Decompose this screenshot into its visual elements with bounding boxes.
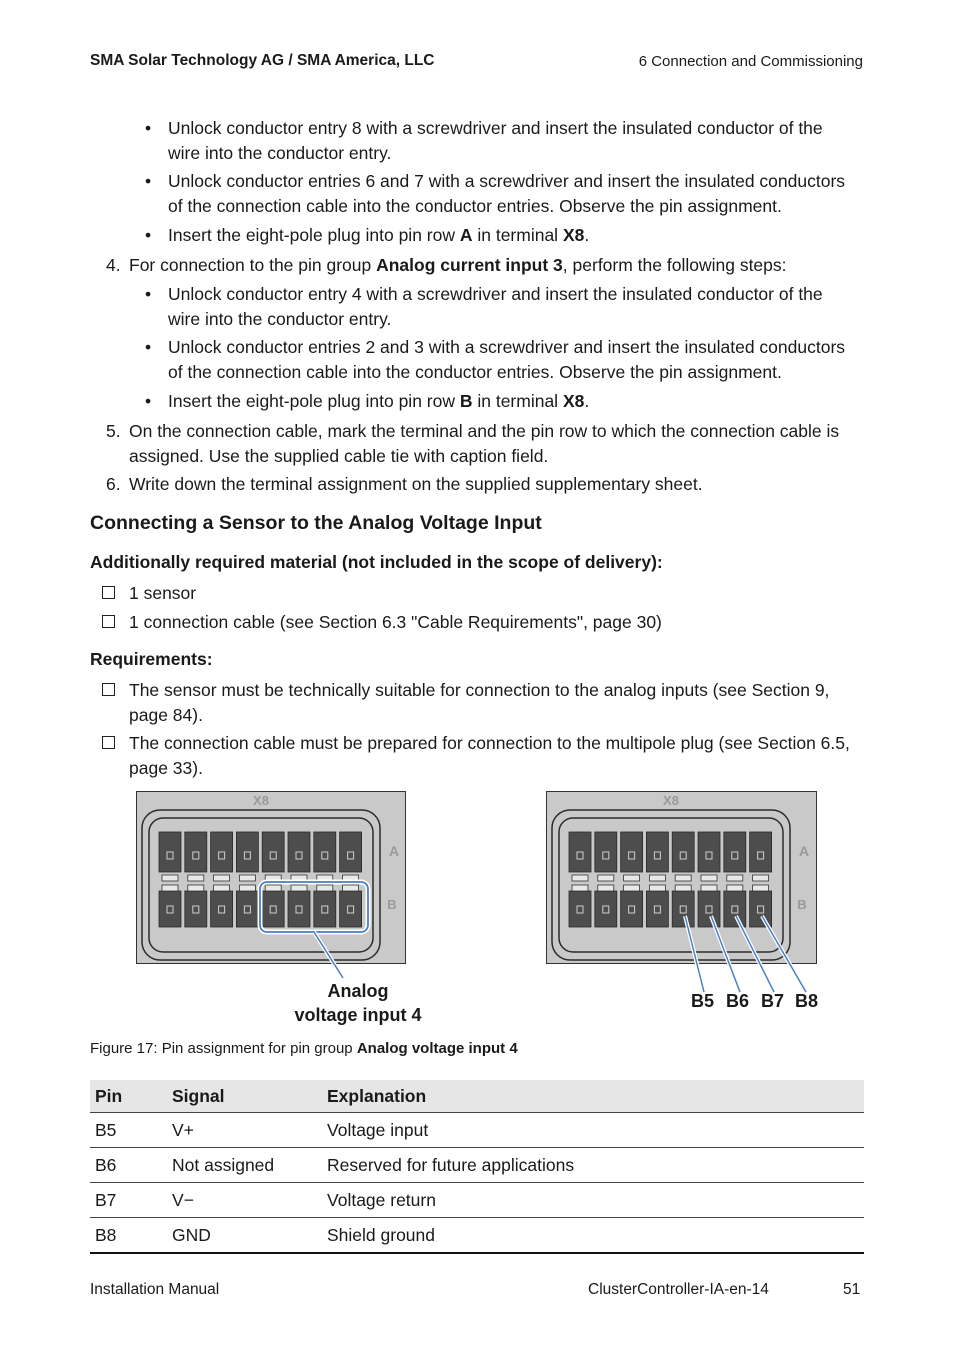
footer-manual: Installation Manual bbox=[90, 1281, 220, 1298]
figure-label-line: Analog bbox=[327, 981, 389, 1001]
pin-notch bbox=[188, 885, 204, 891]
material-item: 1 sensor bbox=[129, 583, 197, 603]
pin-notch bbox=[649, 885, 665, 891]
header-chapter: 6 Connection and Commissioning bbox=[638, 53, 863, 70]
pin-label-b6: B6 bbox=[726, 991, 750, 1011]
pin-notch bbox=[701, 885, 717, 891]
step-text: For connection to the pin group bbox=[129, 255, 377, 275]
table-header-row bbox=[90, 1080, 864, 1113]
bullet-glyph: • bbox=[145, 391, 152, 411]
pin-label-b7: B7 bbox=[761, 991, 785, 1011]
terminal-diagram-left bbox=[136, 791, 406, 964]
bullet-text: Insert the eight-pole plug into pin row bbox=[168, 391, 460, 411]
figure-label-line: voltage input 4 bbox=[294, 1005, 422, 1025]
row-label-b: B bbox=[797, 897, 807, 912]
pin-notch bbox=[624, 875, 640, 881]
bullet-glyph: • bbox=[145, 337, 152, 357]
pin-notch bbox=[649, 875, 665, 881]
pin-notch bbox=[317, 885, 333, 891]
step-4 bbox=[129, 253, 864, 278]
material-heading: Additionally required material (not included in the scope of delivery): bbox=[90, 552, 663, 572]
bullet-line: Unlock conductor entries 2 and 3 with a screwdriver and insert the insulated conductors bbox=[168, 337, 846, 357]
caption-bold: Analog voltage input 4 bbox=[356, 1040, 518, 1057]
pin-notch bbox=[214, 885, 230, 891]
table-row bbox=[90, 1218, 864, 1254]
row-label-a: A bbox=[798, 843, 810, 859]
checkbox-icon bbox=[102, 683, 115, 696]
table-cell: B7 bbox=[90, 1183, 167, 1218]
pin-row-b bbox=[236, 891, 258, 927]
pin-row-b bbox=[288, 891, 310, 927]
table-row bbox=[90, 1113, 864, 1148]
pin-row-b bbox=[698, 891, 720, 927]
pin-notch bbox=[343, 885, 359, 891]
requirement-line: page 33). bbox=[129, 758, 203, 778]
caption-text: Figure 17: Pin assignment for pin group bbox=[90, 1040, 357, 1057]
checkbox-icon bbox=[102, 615, 115, 628]
footer-doc-id: ClusterController-IA-en-14 bbox=[588, 1281, 769, 1298]
pin-row-b bbox=[672, 891, 694, 927]
table-cell: Voltage return bbox=[322, 1183, 864, 1218]
figure-caption bbox=[90, 1040, 518, 1057]
column-header: Signal bbox=[167, 1080, 322, 1113]
checkbox-icon bbox=[102, 586, 115, 599]
pin-notch bbox=[265, 885, 281, 891]
step-text: , perform the following steps: bbox=[562, 255, 787, 275]
requirement-line: The sensor must be technically suitable for connection to the analog inputs (see Section 9, bbox=[129, 680, 830, 700]
bullet-text: in terminal bbox=[472, 225, 563, 245]
step-line: On the connection cable, mark the terminal and the pin row to which the connection cable is bbox=[129, 421, 840, 441]
bullet-text: . bbox=[584, 391, 590, 411]
bullet-text: . bbox=[584, 225, 590, 245]
pin-row-b bbox=[262, 891, 284, 927]
pin-label-b5: B5 bbox=[691, 991, 715, 1011]
column-header: Pin bbox=[90, 1080, 167, 1113]
row-label-b: B bbox=[387, 897, 397, 912]
table-cell: B8 bbox=[90, 1218, 167, 1254]
pin-table bbox=[90, 1080, 864, 1254]
step-5 bbox=[129, 419, 864, 469]
pin-notch bbox=[675, 885, 691, 891]
pin-row-b bbox=[621, 891, 643, 927]
bullet-text: Insert the eight-pole plug into pin row bbox=[168, 225, 460, 245]
bullet-line: of the connection cable into the conductor entries. Observe the pin assignment. bbox=[168, 362, 782, 382]
bullet-glyph: • bbox=[145, 284, 152, 304]
page-number: 51 bbox=[843, 1281, 861, 1298]
terminal-diagram-right bbox=[546, 791, 817, 964]
pin-label-b8: B8 bbox=[795, 991, 819, 1011]
terminal-ref: X8 bbox=[562, 225, 585, 245]
pin-notch bbox=[598, 875, 614, 881]
bullet-line: of the connection cable into the conductor entries. Observe the pin assignment. bbox=[168, 196, 782, 216]
requirements-heading: Requirements: bbox=[90, 649, 213, 669]
pin-row-b bbox=[314, 891, 336, 927]
pin-notch bbox=[701, 875, 717, 881]
requirement-item bbox=[129, 731, 864, 781]
step-number: 4. bbox=[106, 255, 121, 275]
table-cell: B6 bbox=[90, 1148, 167, 1183]
pin-notch bbox=[162, 875, 178, 881]
pin-notch bbox=[675, 875, 691, 881]
table-cell: V+ bbox=[167, 1113, 322, 1148]
pin-notch bbox=[188, 875, 204, 881]
step-6: Write down the terminal assignment on the supplied supplementary sheet. bbox=[129, 474, 703, 494]
pin-notch bbox=[753, 885, 769, 891]
table-row bbox=[90, 1148, 864, 1183]
step-line: assigned. Use the supplied cable tie with caption field. bbox=[129, 446, 549, 466]
table-cell: Reserved for future applications bbox=[322, 1148, 864, 1183]
table-row bbox=[90, 1183, 864, 1218]
bullet-line: wire into the conductor entry. bbox=[168, 309, 392, 329]
requirement-line: page 84). bbox=[129, 705, 203, 725]
pin-row-ref: A bbox=[459, 225, 473, 245]
pin-notch bbox=[624, 885, 640, 891]
pin-notch bbox=[572, 885, 588, 891]
checkbox-icon bbox=[102, 736, 115, 749]
requirement-line: The connection cable must be prepared for connection to the multipole plug (see Section 6.5, bbox=[129, 733, 850, 753]
header-company: SMA Solar Technology AG / SMA America, LLC bbox=[90, 52, 435, 69]
step-number: 5. bbox=[106, 421, 121, 441]
pin-notch bbox=[162, 885, 178, 891]
figure-label-analog bbox=[256, 979, 460, 1027]
table-cell: GND bbox=[167, 1218, 322, 1254]
pin-notch bbox=[291, 885, 307, 891]
pin-notch bbox=[727, 885, 743, 891]
pin-row-b bbox=[159, 891, 181, 927]
pin-row-b bbox=[750, 891, 772, 927]
requirement-item bbox=[129, 678, 864, 728]
bullet-line: Unlock conductor entries 6 and 7 with a screwdriver and insert the insulated conductors bbox=[168, 171, 846, 191]
table-cell: Voltage input bbox=[322, 1113, 864, 1148]
pin-row-b bbox=[595, 891, 617, 927]
pin-group-ref: Analog current input 3 bbox=[376, 255, 563, 275]
pin-notch bbox=[572, 875, 588, 881]
terminal-label: X8 bbox=[253, 793, 269, 808]
terminal-label: X8 bbox=[663, 793, 679, 808]
pin-row-b bbox=[211, 891, 233, 927]
pin-notch bbox=[598, 885, 614, 891]
pin-row-b bbox=[185, 891, 207, 927]
bullet-glyph: • bbox=[145, 225, 152, 245]
pin-notch bbox=[727, 875, 743, 881]
row-label-a: A bbox=[388, 843, 400, 859]
bullet-line: wire into the conductor entry. bbox=[168, 143, 392, 163]
pin-notch bbox=[239, 875, 255, 881]
pin-row-ref: B bbox=[459, 391, 473, 411]
column-header: Explanation bbox=[322, 1080, 864, 1113]
bullet-line: Unlock conductor entry 8 with a screwdriver and insert the insulated conductor of the bbox=[168, 118, 823, 138]
table-cell: Not assigned bbox=[167, 1148, 322, 1183]
table-cell: V− bbox=[167, 1183, 322, 1218]
bullet-text: in terminal bbox=[472, 391, 563, 411]
pin-notch bbox=[239, 885, 255, 891]
step-number: 6. bbox=[106, 474, 121, 494]
pin-notch bbox=[214, 875, 230, 881]
material-item: 1 connection cable (see Section 6.3 "Cable Requirements", page 30) bbox=[129, 612, 662, 632]
pin-row-b bbox=[724, 891, 746, 927]
pin-notch bbox=[753, 875, 769, 881]
bullet-glyph: • bbox=[145, 118, 152, 138]
table-cell: B5 bbox=[90, 1113, 167, 1148]
pin-row-b bbox=[646, 891, 668, 927]
terminal-ref: X8 bbox=[562, 391, 585, 411]
table-cell: Shield ground bbox=[322, 1218, 864, 1254]
bullet-line: Unlock conductor entry 4 with a screwdriver and insert the insulated conductor of the bbox=[168, 284, 823, 304]
pin-row-b bbox=[340, 891, 362, 927]
bullet-glyph: • bbox=[145, 171, 152, 191]
section-title: Connecting a Sensor to the Analog Voltage Input bbox=[90, 512, 542, 534]
pin-row-b bbox=[569, 891, 591, 927]
